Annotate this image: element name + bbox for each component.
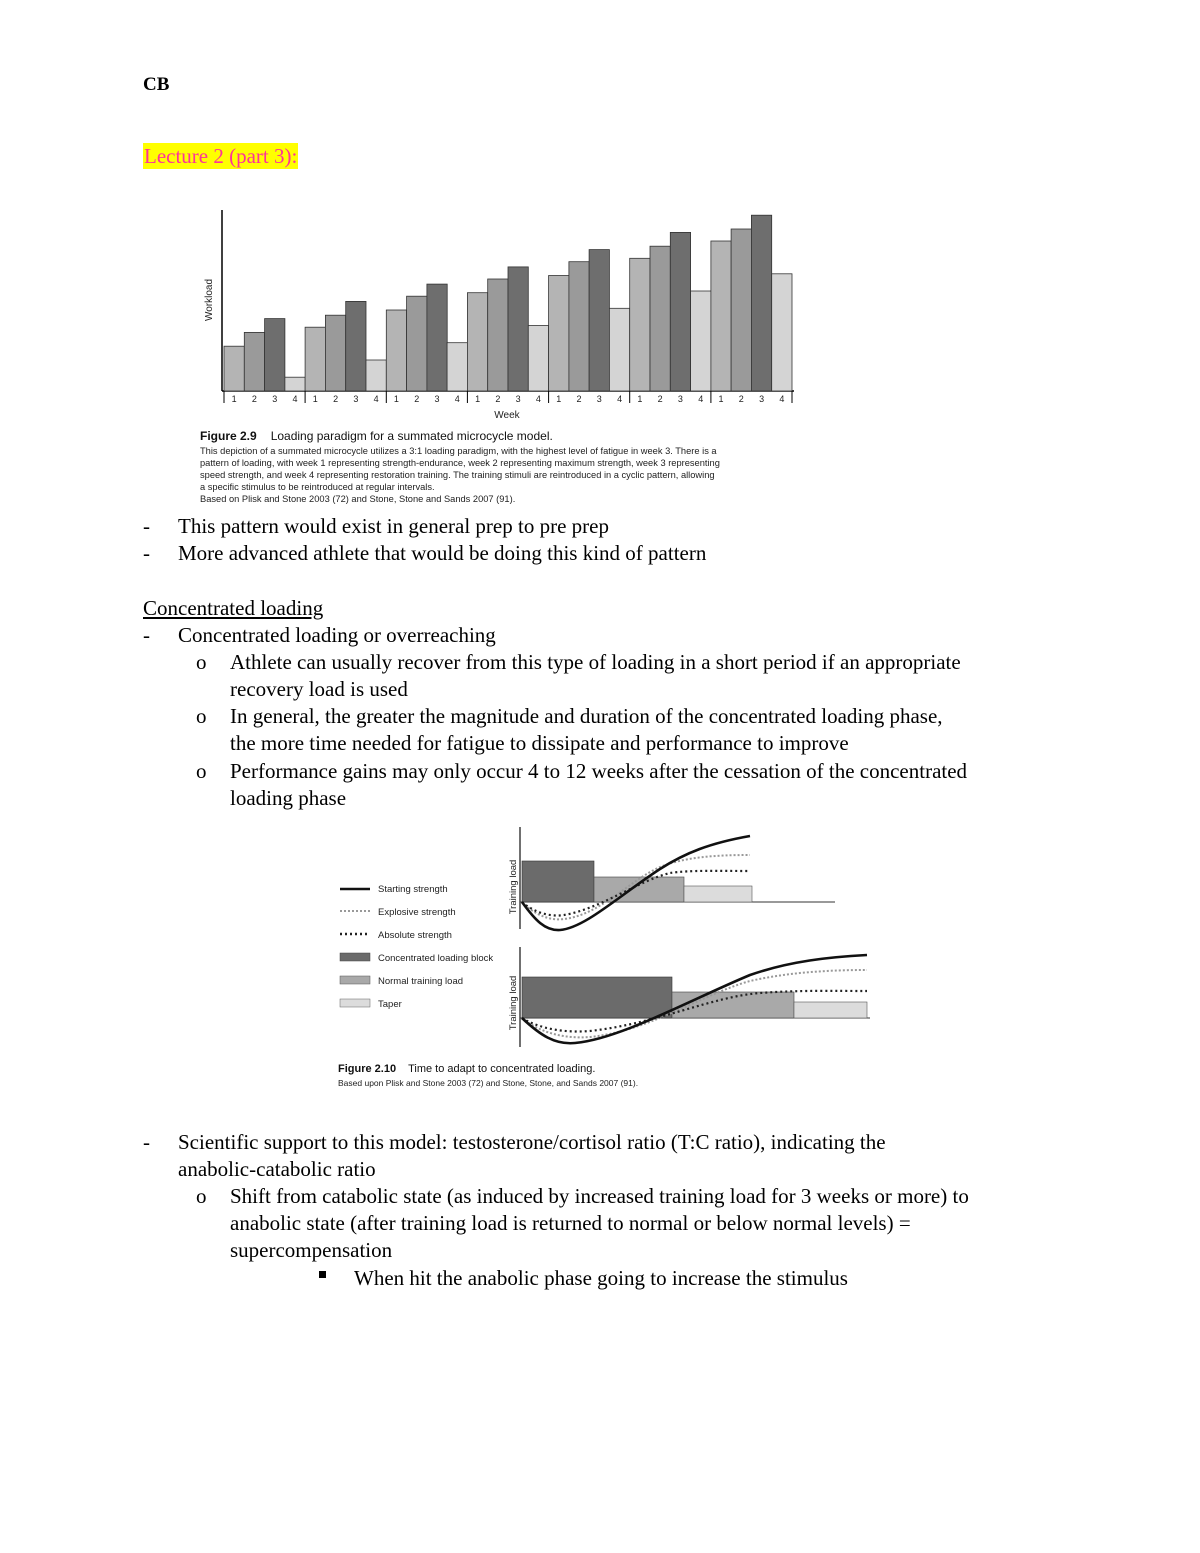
lecture-heading: Lecture 2 (part 3): [144, 144, 298, 168]
x-tick-label: 3 [677, 394, 683, 404]
bar [589, 250, 609, 391]
circle-marker: o [196, 1184, 207, 1208]
sub-sub-list-item: When hit the anabolic phase going to increase the stimulus [354, 1266, 848, 1290]
fig29-caption-line: speed strength, and week 4 representing restoration training. The training stimuli are reintroduced in a cyclic pattern, allowing [200, 470, 715, 480]
top-taper-block [684, 886, 752, 902]
x-tick-label: 3 [759, 394, 765, 404]
circle-marker: o [196, 759, 207, 783]
square-bullet-icon [319, 1271, 326, 1278]
x-tick-label: 1 [718, 394, 724, 404]
bar [386, 310, 406, 391]
bar [528, 326, 548, 392]
y-axis-label: Workload [204, 278, 215, 322]
x-tick-label: 3 [515, 394, 521, 404]
x-tick-label: 3 [596, 394, 602, 404]
legend [340, 884, 493, 1010]
bar [711, 241, 731, 391]
list-item: Concentrated loading or overreaching [178, 623, 496, 647]
bar [346, 301, 366, 391]
bottom-y-label: Training load [508, 975, 519, 1031]
x-tick-label: 4 [535, 394, 541, 404]
figure-2-9-chart [190, 200, 810, 510]
dash-marker: - [143, 514, 150, 538]
bar [366, 360, 386, 391]
list-item: This pattern would exist in general prep to pre prep [178, 514, 609, 538]
fig29-caption-line: Based on Plisk and Stone 2003 (72) and Stone, Stone and Sands 2007 (91). [200, 494, 516, 504]
sub-list-item: anabolic state (after training load is returned to normal or below normal levels) = [230, 1211, 911, 1235]
fig29-title: Loading paradigm for a summated microcycle model. [270, 429, 553, 443]
x-tick-label: 1 [637, 394, 643, 404]
fig29-caption-line: a specific stimulus to be reintroduced at regular intervals. [200, 482, 435, 492]
x-tick-label: 4 [779, 394, 785, 404]
bar [508, 267, 528, 391]
fig210-number: Figure 2.10 [338, 1063, 397, 1075]
bar [407, 296, 427, 391]
bottom-concentrated-block [522, 977, 672, 1018]
x-tick-label: 2 [251, 394, 257, 404]
bar [427, 284, 447, 391]
circle-marker: o [196, 650, 207, 674]
top-panel [508, 827, 835, 930]
sub-list-item: loading phase [230, 786, 347, 810]
bar [488, 279, 508, 391]
x-tick-label: 1 [393, 394, 399, 404]
bar [772, 274, 792, 391]
svg-text:Figure 2.10Time to adapt to co [338, 1063, 595, 1075]
circle-marker: o [196, 704, 207, 728]
sub-list-item: recovery load is used [230, 677, 408, 701]
x-tick-label: 2 [738, 394, 744, 404]
author-initials: CB [143, 74, 170, 95]
legend-concentrated-block: Concentrated loading block [378, 953, 494, 964]
sub-list-item: Athlete can usually recover from this type of loading in a short period if an appropriate [230, 650, 961, 674]
sub-list-item: In general, the greater the magnitude and duration of the concentrated loading phase, [230, 704, 943, 728]
bar [265, 319, 285, 391]
fig29-caption-line: pattern of loading, with week 1 representing strength-endurance, week 2 representing maximum strength, week 3 representing [200, 458, 720, 468]
x-tick-label: 4 [698, 394, 704, 404]
x-axis-label: Week [494, 410, 520, 421]
bar [244, 332, 264, 391]
legend-explosive-strength: Explosive strength [378, 907, 456, 918]
bar [630, 258, 650, 391]
sub-list-item: Performance gains may only occur 4 to 12 weeks after the cessation of the concentrated [230, 759, 968, 783]
bar [467, 293, 487, 391]
sub-list-item: Shift from catabolic state (as induced by increased training load for 3 weeks or more) to [230, 1184, 969, 1208]
dash-marker: - [143, 541, 150, 565]
x-tick-label: 3 [353, 394, 359, 404]
fig210-title: Time to adapt to concentrated loading. [408, 1063, 596, 1075]
x-tick-label: 4 [373, 394, 379, 404]
fig210-source: Based upon Plisk and Stone 2003 (72) and Stone, Stone, and Sands 2007 (91). [338, 1078, 639, 1088]
bar [691, 291, 711, 391]
svg-text:Figure 2.9Loading paradigm for [200, 429, 553, 443]
fig29-caption-line: This depiction of a summated microcycle utilizes a 3:1 loading paradigm, with the highest level of fatigue in week 3. There is a [200, 446, 717, 456]
x-tick-label: 1 [475, 394, 481, 404]
x-tick-label: 2 [657, 394, 663, 404]
legend-starting-strength: Starting strength [378, 884, 448, 895]
x-tick-label: 2 [414, 394, 420, 404]
x-tick-label: 2 [576, 394, 582, 404]
x-tick-label: 3 [272, 394, 278, 404]
list-item: Scientific support to this model: testosterone/cortisol ratio (T:C ratio), indicating the [178, 1130, 886, 1154]
dash-marker: - [143, 1130, 150, 1154]
list-item-continuation: anabolic-catabolic ratio [178, 1157, 376, 1181]
sub-list-item: supercompensation [230, 1238, 393, 1262]
figure-2-10 [330, 825, 880, 1095]
bar [751, 215, 771, 391]
bar [305, 327, 325, 391]
top-y-label: Training load [508, 859, 519, 915]
bar [731, 229, 751, 391]
legend-taper: Taper [378, 999, 402, 1010]
legend-normal-load: Normal training load [378, 976, 464, 987]
bar [325, 315, 345, 391]
sub-list-item: the more time needed for fatigue to dissipate and performance to improve [230, 731, 849, 755]
bar [224, 346, 244, 391]
bottom-panel [508, 947, 870, 1047]
x-tick-label: 1 [231, 394, 237, 404]
legend-absolute-strength: Absolute strength [378, 930, 452, 941]
dash-marker: - [143, 623, 150, 647]
bar [670, 232, 690, 391]
fig29-number: Figure 2.9 [200, 429, 257, 443]
bar [609, 308, 629, 391]
x-tick-label: 2 [495, 394, 501, 404]
top-concentrated-block [522, 861, 594, 902]
x-tick-label: 2 [333, 394, 339, 404]
bottom-taper-block [794, 1002, 867, 1018]
x-tick-label: 3 [434, 394, 440, 404]
concentrated-loading-heading: Concentrated loading [143, 596, 324, 620]
bar [285, 377, 305, 391]
bar [569, 262, 589, 391]
top-normal-block [594, 877, 684, 902]
x-tick-label: 4 [617, 394, 623, 404]
x-tick-label: 1 [556, 394, 562, 404]
list-item: More advanced athlete that would be doing this kind of pattern [178, 541, 707, 565]
bar [549, 276, 569, 392]
bar [650, 246, 670, 391]
x-tick-label: 4 [454, 394, 460, 404]
bar [447, 343, 467, 391]
x-tick-label: 4 [292, 394, 298, 404]
x-tick-label: 1 [312, 394, 318, 404]
